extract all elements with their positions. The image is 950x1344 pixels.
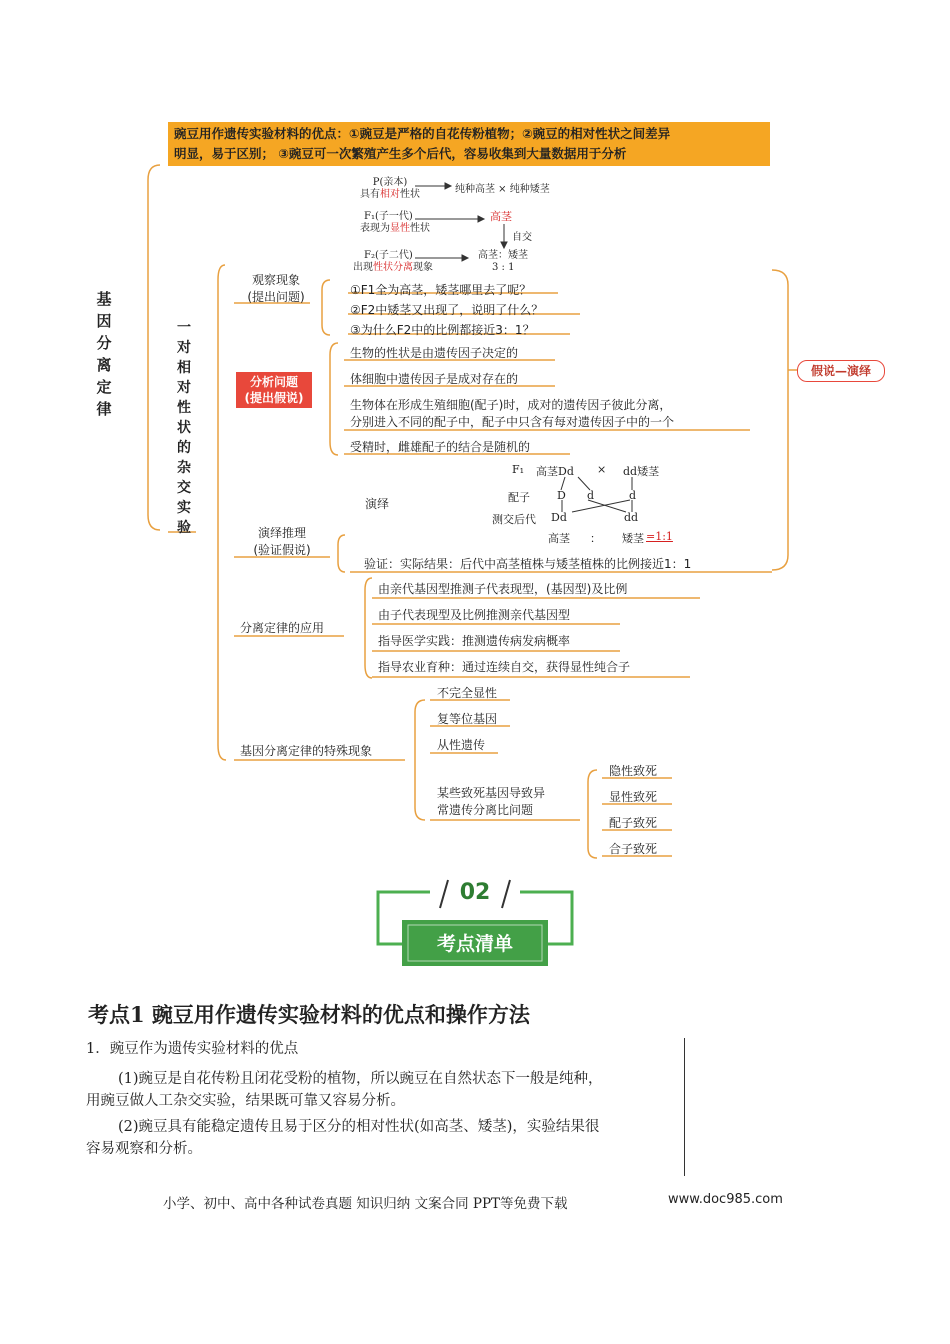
doc-heading: 考点1 豌豆用作遗传实验材料的优点和操作方法 [88, 1002, 530, 1027]
margin-rule [684, 1038, 685, 1176]
deduction-tall: 高茎Dd [536, 465, 574, 478]
special-item-3: 从性遗传 [437, 738, 486, 752]
lethal-item-2: 显性致死 [609, 790, 658, 804]
method-tag: 假说—演绎 [797, 360, 885, 382]
special-item-2: 复等位基因 [437, 712, 498, 726]
f2-label: F₂(子二代) [364, 250, 413, 261]
question-1: ①F1全为高茎，矮茎哪里去了呢？ [350, 283, 532, 297]
doc-p1-line-a: (1)豌豆是自花传粉且闭花受粉的植物，所以豌豆在自然状态下一般是纯种， [118, 1071, 603, 1087]
observe-node [247, 271, 305, 305]
main-branch-title: 一对相对性状的杂交实验 [177, 320, 191, 536]
footer-url[interactable]: www.doc985.com [668, 1192, 783, 1207]
lethal-item-4: 合子致死 [609, 842, 658, 856]
application-item-3: 指导医学实践：推测遗传病发病概率 [378, 634, 571, 648]
lethal-line-2: 常遗传分离比问题 [437, 803, 534, 817]
lethal-line-1: 某些致死基因导致异 [437, 786, 546, 800]
verify-text: 验证：实际结果：后代中高茎植株与矮茎植株的比例接近1：1 [364, 557, 692, 571]
hypothesis-item-3b: 分别进入不同的配子中，配子中只含有每对遗传因子中的一个 [350, 415, 675, 429]
application-item-4: 指导农业育种：通过连续自交，获得显性纯合子 [378, 660, 631, 674]
hypothesis-item-3a: 生物体在形成生殖细胞(配子)时，成对的遗传因子彼此分离， [350, 398, 672, 412]
deduction-title: 演绎推理 [257, 526, 306, 540]
result-colon: ： [590, 532, 601, 545]
doc-p1-line-b: 用豌豆做人工杂交实验，结果既可靠又容易分析。 [86, 1093, 405, 1109]
lethal-item-3: 配子致死 [609, 816, 658, 830]
deduction-subtitle: (验证假说) [253, 543, 311, 557]
f2-result: 高茎：矮茎 [478, 250, 528, 261]
f1-label: F₁(子一代) [364, 211, 413, 222]
doc-p2-line-a: (2)豌豆具有能稳定遗传且易于区分的相对性状(如高茎、矮茎)，实验结果很 [118, 1119, 600, 1135]
observe-subtitle: (提出问题) [247, 290, 305, 304]
hypothesis-subtitle: (提出假说) [244, 391, 304, 405]
f2-ratio: 3 : 1 [492, 262, 515, 273]
hypothesis-title: 分析问题 [249, 375, 298, 389]
testcross-label: 测交后代 [492, 513, 536, 526]
special-item-1: 不完全显性 [437, 686, 498, 700]
root-topic: 基因分离定律 [96, 290, 112, 418]
application-node: 分离定律的应用 [240, 621, 325, 635]
hypothesis-item-4: 受精时，雌雄配子的结合是随机的 [350, 440, 531, 454]
special-node: 基因分离定律的特殊现象 [240, 744, 373, 758]
f1-desc: 表现为显性性状 [360, 223, 430, 234]
question-2: ②F2中矮茎又出现了，说明了什么？ [350, 303, 544, 317]
question-3: ③为什么F2中的比例都接近3：1？ [350, 323, 535, 337]
result-short: 矮茎 [622, 532, 644, 545]
selfing-label: 自交 [512, 232, 532, 243]
banner-line-2: 明显，易于区别； ③豌豆可一次繁殖产生多个后代，容易收集到大量数据用于分析 [174, 146, 627, 161]
deduction-label: 演绎 [365, 497, 390, 511]
f2-desc: 出现性状分离现象 [353, 262, 433, 273]
hypothesis-item-1: 生物的性状是由遗传因子决定的 [350, 346, 519, 360]
application-item-2: 由子代表现型及比例推测亲代基因型 [378, 608, 571, 622]
f1-result: 高茎 [490, 210, 512, 223]
result-tall: 高茎 [548, 532, 570, 545]
deduction-cross: × [597, 463, 607, 476]
observe-title: 观察现象 [251, 273, 300, 287]
offspring-Dd: Dd [551, 511, 567, 524]
gamete-label: 配子 [508, 491, 530, 504]
section-label: 考点清单 [436, 933, 513, 955]
deduction-f1: F₁ [512, 463, 525, 476]
lethal-item-1: 隐性致死 [609, 764, 658, 778]
deduction-short: dd矮茎 [623, 465, 660, 478]
doc-p2-line-b: 容易观察和分析。 [86, 1141, 202, 1157]
doc-item-1: 1．豌豆作为遗传实验材料的优点 [86, 1041, 299, 1057]
p-desc: 具有相对性状 [360, 189, 420, 200]
hypothesis-node [236, 372, 312, 408]
application-item-1: 由亲代基因型推测子代表现型，(基因型)及比例 [378, 582, 628, 596]
p-cross: 纯种高茎 × 纯种矮茎 [455, 184, 550, 195]
deduction-node [248, 524, 316, 558]
footer-text: 小学、初中、高中各种试卷真题 知识归纳 文案合同 PPT等免费下载 [163, 1196, 568, 1212]
section-number: 02 [459, 880, 491, 905]
gamete-D: D [557, 489, 566, 502]
hypothesis-item-2: 体细胞中遗传因子是成对存在的 [350, 372, 519, 386]
gamete-d1: d [587, 489, 595, 502]
offspring-dd: dd [624, 511, 639, 524]
result-ratio: =1:1 [646, 530, 673, 543]
gamete-d2: d [629, 489, 637, 502]
p-label: P(亲本) [372, 177, 408, 188]
banner-line-1: 豌豆用作遗传实验材料的优点：①豌豆是严格的自花传粉植物；②豌豆的相对性状之间差异 [174, 126, 671, 141]
